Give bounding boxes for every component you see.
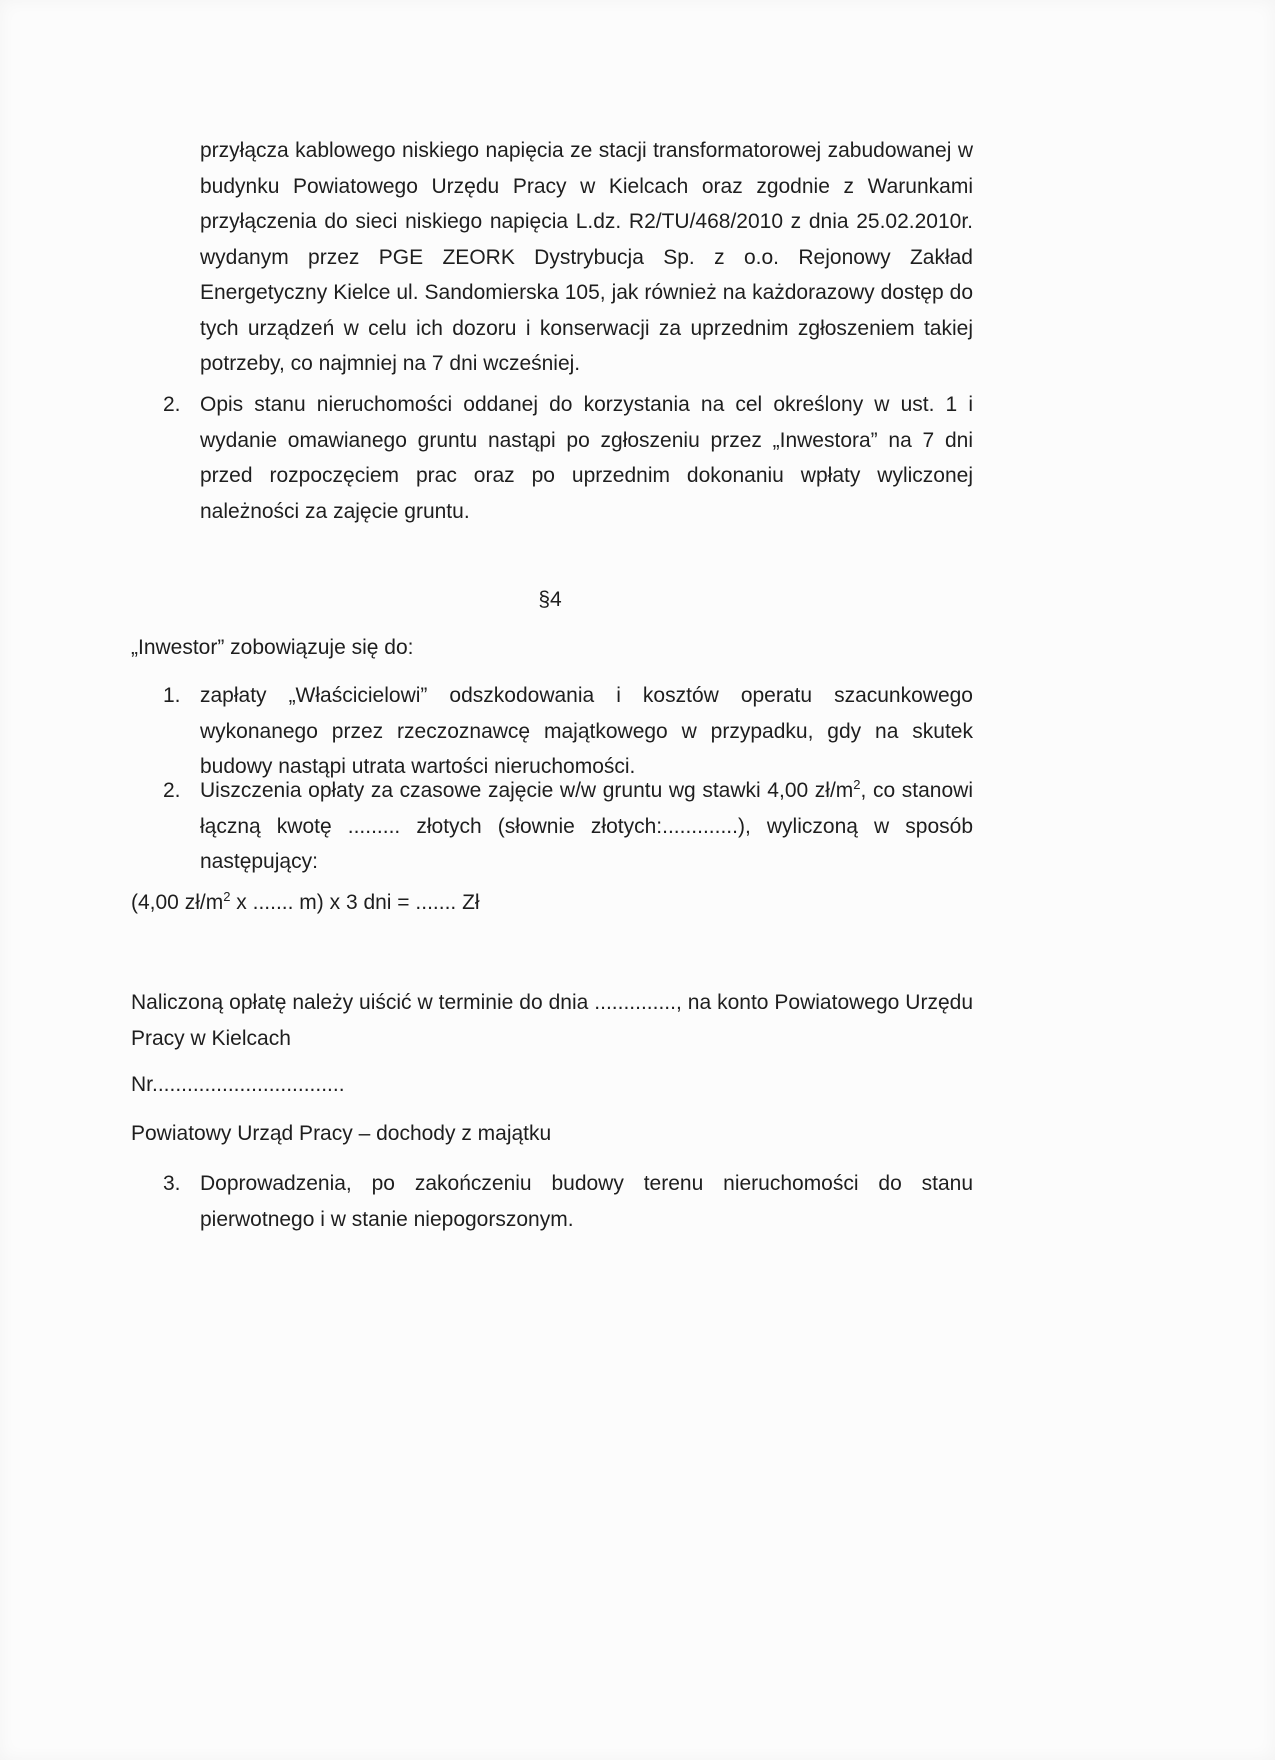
text-segment: , co stanowi łączną kwotę ......... złotych (słownie złotych:.............), wyliczoną w sposób następujący: [200, 779, 973, 873]
section-heading: §4 [538, 588, 562, 611]
list-item-text: Opis stanu nieruchomości oddanej do korzystania na cel określony w ust. 1 i wydanie omawianego gruntu nastąpi po zgłoszeniu przez „Inwestora” na 7 dni przed rozpoczęciem prac oraz po uprzednim dokonaniu wpłaty wyliczonej należności za zajęcie gruntu. [200, 393, 973, 523]
list-item-text: Doprowadzenia, po zakończeniu budowy terenu nieruchomości do stanu pierwotnego i w stanie niepogorszonym. [200, 1172, 973, 1231]
superscript: 2 [853, 777, 861, 792]
list-item-text [200, 773, 973, 880]
text-segment: (4,00 zł/m [131, 891, 224, 914]
account-name: Powiatowy Urząd Pracy – dochody z majątku [131, 1122, 552, 1145]
superscript: 2 [223, 889, 231, 904]
text-segment: Uiszczenia opłaty za czasowe zajęcie w/w gruntu wg stawki 4,00 zł/m [200, 779, 854, 802]
obligations-intro: „Inwestor” zobowiązuje się do: [131, 636, 414, 659]
list-item-number: 2. [163, 393, 181, 416]
list-item-number: 1. [163, 684, 181, 707]
fee-formula [131, 885, 631, 921]
list-item-number: 3. [163, 1172, 181, 1195]
list-item-text: zapłaty „Właścicielowi” odszkodowania i kosztów operatu szacunkowego wykonanego przez rzeczoznawcę majątkowego w przypadku, gdy na skutek budowy nastąpi utrata wartości nieruchomości. [200, 684, 973, 778]
payment-instructions: Naliczoną opłatę należy uiścić w terminie do dnia .............., na konto Powiatowego Urzędu Pracy w Kielcach [131, 991, 973, 1050]
intro-paragraph: przyłącza kablowego niskiego napięcia ze stacji transformatorowej zabudowanej w budynku Powiatowego Urzędu Pracy w Kielcach oraz zgodnie z Warunkami przyłączenia do sieci niskiego napięcia L.dz. R2/TU/468/2010 z dnia 25.02.2010r. wydanym przez PGE ZEORK Dystrybucja Sp. z o.o. Rejonowy Zakład Energetyczny Kielce ul. Sandomierska 105, jak również na każdorazowy dostęp do tych urządzeń w celu ich dozoru i konserwacji za uprzednim zgłoszeniem takiej potrzeby, co najmniej na 7 dni wcześniej. [200, 139, 973, 375]
account-number: Nr................................. [131, 1073, 345, 1096]
text-segment: x ....... m) x 3 dni = ....... Zł [230, 891, 480, 914]
list-item-number: 2. [163, 779, 181, 802]
